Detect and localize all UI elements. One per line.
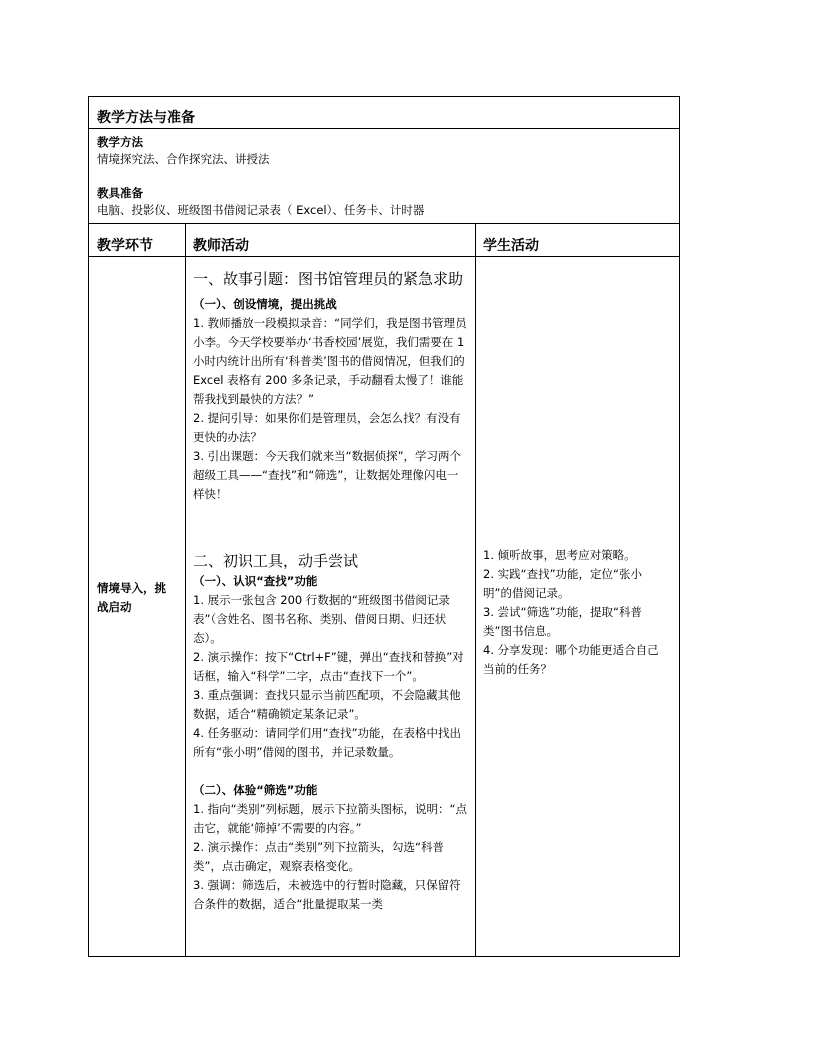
list-item: 1. 倾听故事，思考应对策略。 bbox=[483, 548, 636, 562]
header-student: 学生活动 bbox=[483, 238, 539, 254]
section-title: 教学方法与准备 bbox=[97, 110, 195, 126]
list-item: 3. 强调：筛选后，未被选中的行暂时隐藏，只保留符合条件的数据，适合“批量提取某一类 bbox=[193, 878, 461, 911]
list-item: 3. 引出课题：今天我们就来当“数据侦探”，学习两个超级工具——“查找”和“筛选”，让数据处理像闪电一样快！ bbox=[193, 449, 462, 501]
methods-text: 情境探究法、合作探究法、讲授法 bbox=[97, 152, 270, 166]
list-item: 1. 指向“类别”列标题，展示下拉箭头图标，说明：“点击它，就能‘筛掉’不需要的内容。” bbox=[193, 802, 467, 835]
table-header-row bbox=[89, 224, 679, 257]
section1-subtitle: （一）、创设情境，提出挑战 bbox=[193, 297, 337, 311]
list-item: 4. 分享发现：哪个功能更适合自己当前的任务？ bbox=[483, 643, 659, 676]
tools-heading: 教具准备 bbox=[97, 186, 143, 200]
student-activity-cell bbox=[483, 546, 669, 679]
lesson-plan-table bbox=[88, 96, 680, 957]
list-item: 2. 提问引导：如果你们是管理员，会怎么找？有没有更快的办法？ bbox=[193, 411, 461, 444]
list-item: 2. 实践“查找”功能，定位“张小明”的借阅记录。 bbox=[483, 567, 642, 600]
list-item: 4. 任务驱动：请同学们用“查找”功能，在表格中找出所有“张小明”借阅的图书，并记录数量。 bbox=[193, 726, 462, 759]
preparation-row bbox=[89, 129, 679, 224]
list-item: 3. 重点强调：查找只显示当前匹配项，不会隐藏其他数据，适合“精确锁定某条记录”。 bbox=[193, 688, 461, 721]
list-item: 3. 尝试“筛选”功能，提取“科普类”图书信息。 bbox=[483, 605, 642, 638]
section2-subtitle-1: （一）、认识“查找”功能 bbox=[193, 574, 318, 588]
list-item: 1. 教师播放一段模拟录音：“同学们，我是图书管理员小李。今天学校要举办‘书香校园’展览，我们需要在 1 小时内统计出所有‘科普类’图书的借阅情况，但我们的 Excel 表格有 200 多条记录，手动翻看太慢了！谁能帮我找到最快的方法？” bbox=[193, 316, 467, 406]
list-item: 2. 演示操作：按下“Ctrl+F”键，弹出“查找和替换”对话框，输入“科学”二字，点击“查找下一个”。 bbox=[193, 650, 464, 683]
header-stage: 教学环节 bbox=[97, 238, 153, 254]
section2-title: 二、初识工具，动手尝试 bbox=[193, 552, 359, 570]
tools-block bbox=[97, 185, 424, 219]
methods-block bbox=[97, 134, 270, 168]
methods-heading: 教学方法 bbox=[97, 135, 143, 149]
list-item: 1. 展示一张包含 200 行数据的“班级图书借阅记录表”（含姓名、图书名称、类别、借阅日期、归还状态）。 bbox=[193, 593, 450, 645]
column-divider bbox=[475, 224, 476, 956]
section1-title: 一、故事引题：图书馆管理员的紧急求助 bbox=[193, 270, 464, 288]
column-divider bbox=[185, 224, 186, 956]
tools-text: 电脑、投影仪、班级图书借阅记录表（ Excel）、任务卡、计时器 bbox=[97, 203, 425, 217]
stage-cell: 情境导入，挑战启动 bbox=[97, 581, 166, 614]
list-item: 2. 演示操作：点击“类别”列下拉箭头，勾选“科普类”，点击确定，观察表格变化。 bbox=[193, 840, 444, 873]
header-teacher: 教师活动 bbox=[193, 238, 249, 254]
section2-subtitle-2: （二）、体验“筛选”功能 bbox=[193, 783, 318, 797]
teacher-activity-cell bbox=[193, 269, 469, 914]
title-row bbox=[89, 97, 679, 129]
